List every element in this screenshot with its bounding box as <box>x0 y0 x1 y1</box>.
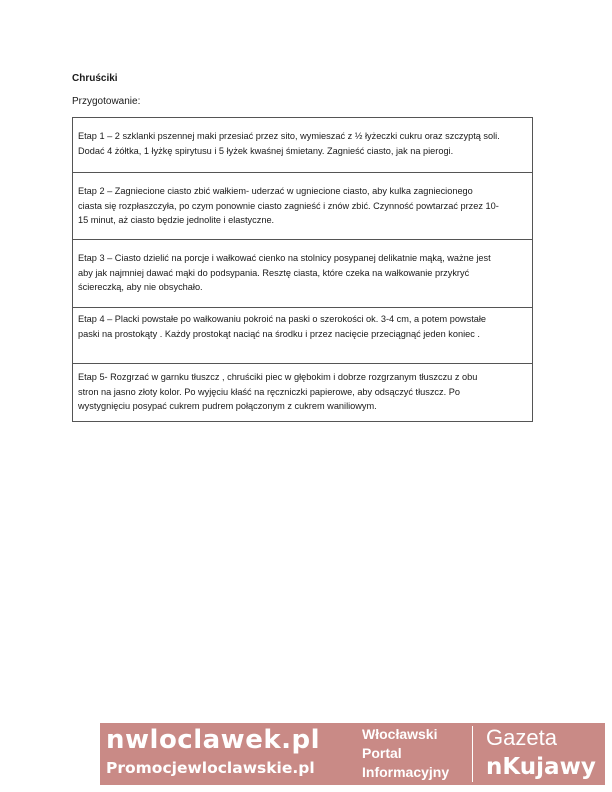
step-cell <box>73 118 532 173</box>
step-line: Dodać 4 żółtka, 1 łyżkę spirytusu i 5 łyżek kwaśnej śmietany. Zagnieść ciasto, jak na pierogi. <box>78 145 454 156</box>
gazeta-label: Gazeta <box>486 725 557 750</box>
step-cell <box>73 308 532 364</box>
step-line: Etap 3 – Ciasto dzielić na porcje i wałkować cienko na stolnicy posypanej delikatnie mąką, ważne jest <box>78 253 491 263</box>
footer-divider <box>472 726 473 782</box>
step-cell <box>73 173 532 240</box>
step-line: Etap 5- Rozgrzać w garnku tłuszcz , chruściki piec w głębokim i dobrze rozgrzanym tłuszczu z obu <box>78 372 478 382</box>
step-line: stron na jasno złoty kolor. Po wyjęciu kłaść na ręczniczki papierowe, aby odsączyć tłuszcz. Po <box>78 386 460 397</box>
step-line: wystygnięciu posypać cukrem pudrem połączonym z cukrem waniliowym. <box>78 401 377 411</box>
portal-line: Włocławski <box>362 726 438 742</box>
portal-line: Portal <box>362 745 402 761</box>
step-cell <box>73 364 532 421</box>
portal-line: Informacyjny <box>362 764 450 780</box>
step-line: Etap 2 – Zagniecione ciasto zbić wałkiem- uderzać w ugniecione ciasto, aby kulka zagniecionego <box>78 186 473 196</box>
preparation-heading: Przygotowanie: <box>72 96 141 107</box>
step-line: paski na prostokąty . Każdy prostokąt naciąć na środku i przez nacięcie przeciągnąć jeden koniec . <box>78 328 480 339</box>
gazeta-name-logo[interactable]: nKujawy <box>486 754 596 780</box>
footer-banner <box>100 723 605 785</box>
site-logo-text[interactable]: nwloclawek.pl <box>106 725 321 755</box>
steps-table <box>72 117 533 422</box>
promo-site-text[interactable]: Promocjewloclawskie.pl <box>106 759 315 777</box>
step-line: Etap 1 – 2 szklanki pszennej maki przesiać przez sito, wymieszać z ½ łyżeczki cukru oraz szczyptą soli. <box>78 131 500 141</box>
step-line: 15 minut, aż ciasto będzie jednolite i elastyczne. <box>78 215 275 225</box>
step-line: Etap 4 – Placki powstałe po wałkowaniu pokroić na paski o szerokości ok. 3-4 cm, a potem powstałe <box>78 314 487 324</box>
step-line: ciasta się rozpłaszczyła, po czym ponownie ciasto zagnieść i znów zbić. Czynność powtarzać przez 10- <box>78 200 499 211</box>
recipe-title: Chruściki <box>72 73 118 84</box>
step-line: ściereczką, aby nie obsychało. <box>78 282 203 292</box>
portal-label <box>362 725 449 782</box>
step-cell <box>73 240 532 308</box>
step-line: aby jak najmniej dawać mąki do podsypania. Resztę ciasta, które czeka na wałkowanie przykryć <box>78 267 470 278</box>
